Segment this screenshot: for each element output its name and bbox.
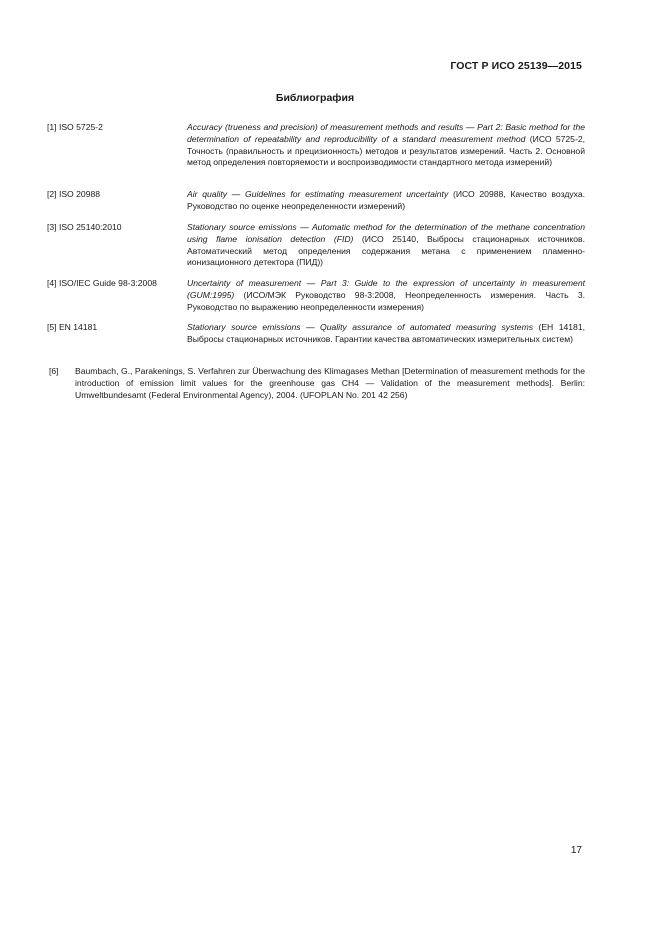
entry-text: Baumbach, G., Parakenings, S. Verfahren zur Überwachung des Klimagases Methan [Determination of measurement methods for the introduction of emission limit values for the greenhouse gas CH4 — Validation of the measurement methods]. Berlin: Umweltbundesamt (Federal Environmental Agency), 2004. (UFOPLAN No. 201 42 256) [75,366,585,400]
entry-text [187,278,585,313]
entry-reference: [5] EN 14181 [47,322,98,332]
entry-reference: [1] ISO 5725-2 [47,122,103,132]
entry-translation: (ИСО 5725-2, Точность (правильность и прецизионность) методов и результатов измерений. Часть 2. Основной метод определения повторяемости и воспроизводимости стандартного метода измерений) [187,133,585,168]
entry-text [187,322,585,346]
entry-text [187,122,585,169]
entry-reference: [4] ISO/IEC Guide 98-3:2008 [47,278,157,288]
entry-translation: (ИСО 25140, Выбросы стационарных источников. Автоматический метод определения содержания метана с применением пламенно-ионизационного детектора (ПИД)) [187,233,585,268]
entry-reference: [6] [49,366,59,376]
entry-title-italic: Accuracy (trueness and precision) of measurement methods and results — Part 2: Basic method for the determination of repeatability and reproducibility of a standard measurement method [187,122,585,144]
entry-title-italic: Uncertainty of measurement — Part 3: Guide to the expression of uncertainty in measurement (GUM:1995) [187,278,585,300]
entry-title-italic: Stationary source emissions — Quality assurance of automated measuring systems [187,322,534,332]
page-number: 17 [570,845,582,856]
standard-designation: ГОСТ Р ИСО 25139—2015 [450,60,582,72]
bibliography-title: Библиография [275,92,355,104]
entry-reference: [2] ISO 20988 [47,189,101,199]
entry-translation: (ЕН 14181, Выбросы стационарных источников. Гарантии качества автоматических измерительных систем) [187,322,585,344]
entry-text [187,189,585,213]
bibliography-entry [47,322,585,346]
bibliography-entry [47,222,585,269]
bibliography-entry [47,278,585,313]
entry-text [187,222,585,269]
entry-translation: (ИСО 20988, Качество воздуха. Руководство по оценке неопределенности измерений) [187,189,586,211]
bibliography-entry [47,122,585,169]
entry-translation: (ИСО/МЭК Руководство 98-3:2008, Неопределенность измерения. Часть 3. Руководство по выражению неопределенности измерения) [187,289,585,312]
entry-reference: [3] ISO 25140:2010 [47,222,122,232]
bibliography-entry [49,366,585,401]
entry-title-italic: Stationary source emissions — Automatic method for the determination of the methane concentration using flame ionisation detection (FID) [187,222,585,244]
entry-title-italic: Air quality — Guidelines for estimating measurement uncertainty [187,189,449,199]
bibliography-entry [47,189,585,213]
